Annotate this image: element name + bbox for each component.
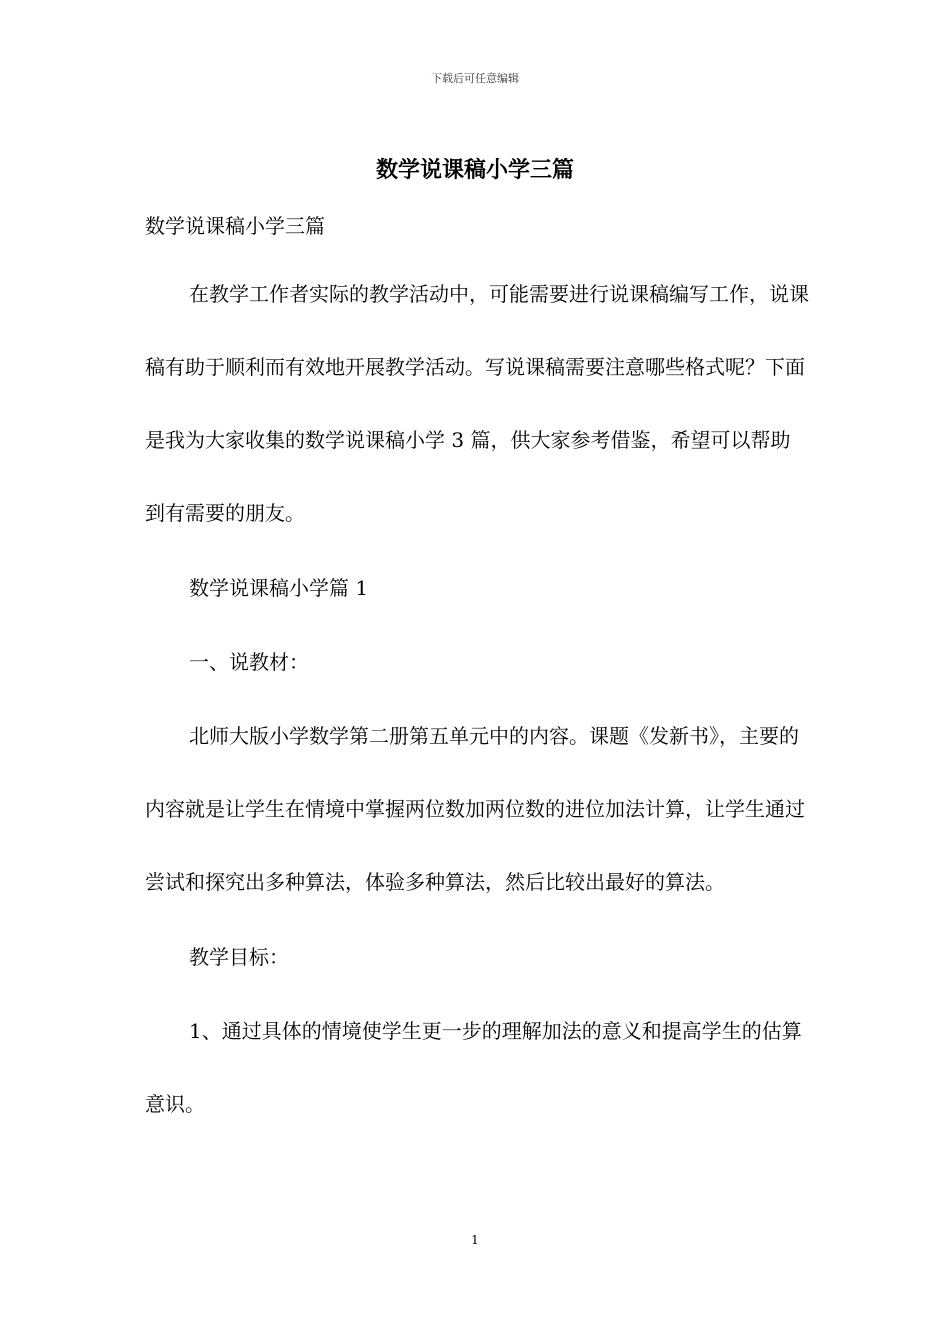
part-heading: 一、说教材： <box>189 650 309 674</box>
intro-paragraph: 在教学工作者实际的教学活动中，可能需要进行说课稿编写工作，说课稿有助于顺利而有效地开展教学活动。写说课稿需要注意哪些格式呢？下面是我为大家收集的数学说课稿小学 3 篇，供大家参考借鉴，希望可以帮助到有需要的朋友。 <box>145 282 809 525</box>
goals-heading: 教学目标： <box>189 945 289 969</box>
material-paragraph: 北师大版小学数学第二册第五单元中的内容。课题《发新书》，主要的内容就是让学生在情境中掌握两位数加两位数的进位加法计算，让学生通过尝试和探究出多种算法，体验多种算法，然后比较出最好的算法。 <box>145 724 805 894</box>
document-body <box>145 208 810 1161</box>
page-header-note: 下载后可任意编辑 <box>431 72 519 85</box>
page-number: 1 <box>471 1233 479 1247</box>
goal-paragraph: 1、通过具体的情境使学生更一步的理解加法的意义和提高学生的估算意识。 <box>145 1019 802 1116</box>
document-title: 数学说课稿小学三篇 <box>375 157 574 183</box>
subtitle-paragraph: 数学说课稿小学三篇 <box>145 214 325 238</box>
section-heading: 数学说课稿小学篇 1 <box>189 576 369 600</box>
